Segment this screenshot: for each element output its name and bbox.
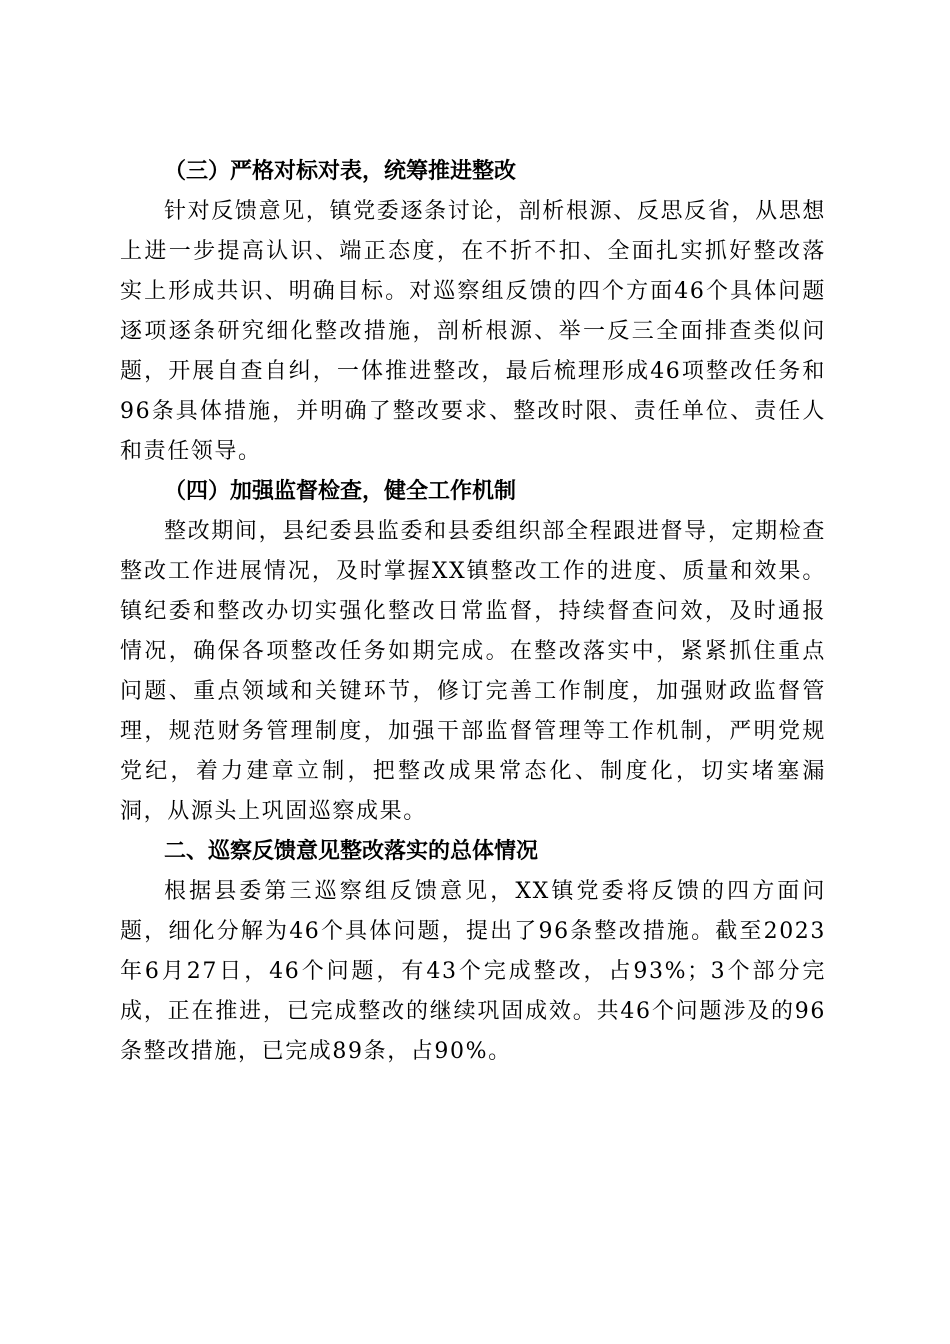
section-heading-4: （四）加强监督检查，健全工作机制 — [164, 479, 517, 504]
section-paragraph-overall: 根据县委第三巡察组反馈意见，XX镇党委将反馈的四方面问题，细化分解为46个具体问题，提出了96条整改措施。截至2023年6月27日，46个问题，有43个完成整改，占93%；3个部分完成，正在推进，已完成整改的继续巩固成效。共46个问题涉及的96条整改措施，已完成89条，占90%。 — [120, 879, 826, 1064]
section-paragraph-4: 整改期间，县纪委县监委和县委组织部全程跟进督导，定期检查整改工作进展情况，及时掌握XX镇整改工作的进度、质量和效果。镇纪委和整改办切实强化整改日常监督，持续督查问效，及时通报情况，确保各项整改任务如期完成。在整改落实中，紧紧抓住重点问题、重点领域和关键环节，修订完善工作制度，加强财政监督管理，规范财务管理制度，加强干部监督管理等工作机制，严明党规党纪，着力建章立制，把整改成果常态化、制度化，切实堵塞漏洞，从源头上巩固巡察成果。 — [120, 519, 826, 824]
section-paragraph-3: 针对反馈意见，镇党委逐条讨论，剖析根源、反思反省，从思想上进一步提高认识、端正态度，在不折不扣、全面扎实抓好整改落实上形成共识、明确目标。对巡察组反馈的四个方面46个具体问题逐项逐条研究细化整改措施，剖析根源、举一反三全面排查类似问题，开展自查自纠，一体推进整改，最后梳理形成46项整改任务和96条具体措施，并明确了整改要求、整改时限、责任单位、责任人和责任领导。 — [120, 199, 826, 464]
section-heading-overall: 二、巡察反馈意见整改落实的总体情况 — [164, 839, 539, 864]
section-heading-3: （三）严格对标对表，统筹推进整改 — [164, 159, 517, 184]
document-body — [120, 152, 826, 1072]
